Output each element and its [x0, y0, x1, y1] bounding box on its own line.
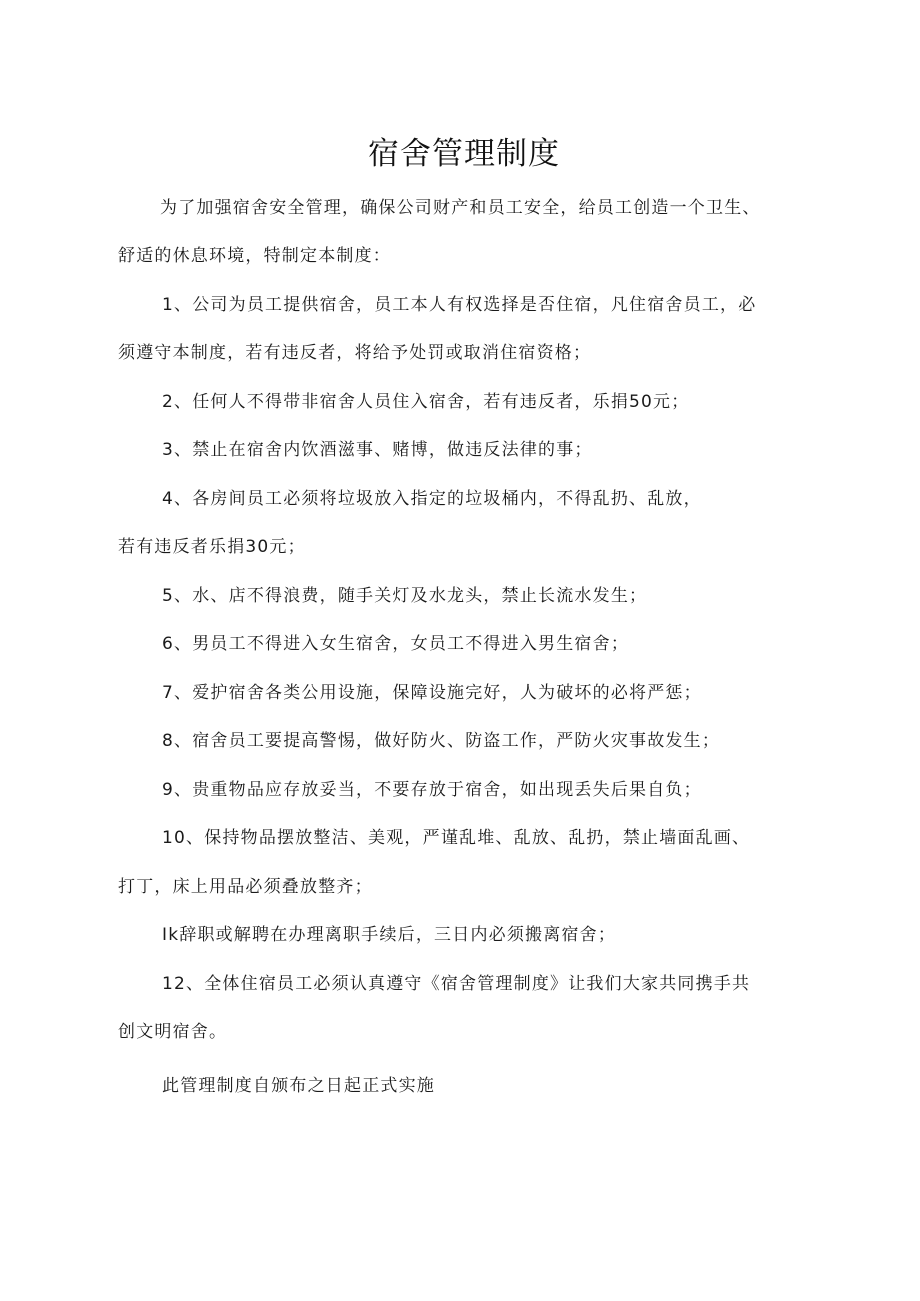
rule-4-line-2: 若有违反者乐捐30元；: [118, 537, 306, 557]
document-title: 宿舍管理制度: [368, 136, 560, 172]
rule-7: 7、爱护宿舍各类公用设施，保障设施完好，人为破坏的必将严惩；: [162, 683, 702, 703]
rule-3: 3、禁止在宿舍内饮酒滋事、赌博，做违反法律的事；: [162, 440, 593, 460]
rule-11: Ik辞职或解聘在办理离职手续后，三日内必须搬离宿舍；: [162, 925, 617, 945]
closing-statement: 此管理制度自颁布之日起正式实施: [162, 1076, 435, 1096]
rule-6: 6、男员工不得进入女生宿舍，女员工不得进入男生宿舍；: [162, 634, 630, 654]
intro-line-1: 为了加强宿舍安全管理，确保公司财产和员工安全，给员工创造一个卫生、: [160, 198, 761, 218]
rule-8: 8、宿舍员工要提高警惕，做好防火、防盗工作，严防火灾事故发生；: [162, 731, 721, 751]
intro-line-2: 舒适的休息环境，特制定本制度：: [118, 246, 391, 266]
rule-1-line-1: 1、公司为员工提供宿舍，员工本人有权选择是否住宿，凡住宿舍员工，必: [162, 295, 757, 315]
rule-12-line-1: 12、全体住宿员工必须认真遵守《宿舍管理制度》让我们大家共同携手共: [162, 974, 751, 994]
rule-10-line-1: 10、保持物品摆放整洁、美观，严谨乱堆、乱放、乱扔，禁止墙面乱画、: [162, 828, 751, 848]
rule-10-line-2: 打丁，床上用品必须叠放整齐；: [118, 877, 373, 897]
rule-4-line-1: 4、各房间员工必须将垃圾放入指定的垃圾桶内，不得乱扔、乱放，: [162, 489, 702, 509]
rule-1-line-2: 须遵守本制度，若有违反者，将给予处罚或取消住宿资格；: [118, 343, 592, 363]
rule-2: 2、任何人不得带非宿舍人员住入宿舍，若有违反者，乐捐50元；: [162, 392, 690, 412]
rule-12-line-2: 创文明宿舍。: [118, 1022, 228, 1042]
rule-9: 9、贵重物品应存放妥当，不要存放于宿舍，如出现丢失后果自负；: [162, 780, 702, 800]
rule-5: 5、水、店不得浪费，随手关灯及水龙头，禁止长流水发生；: [162, 586, 648, 606]
